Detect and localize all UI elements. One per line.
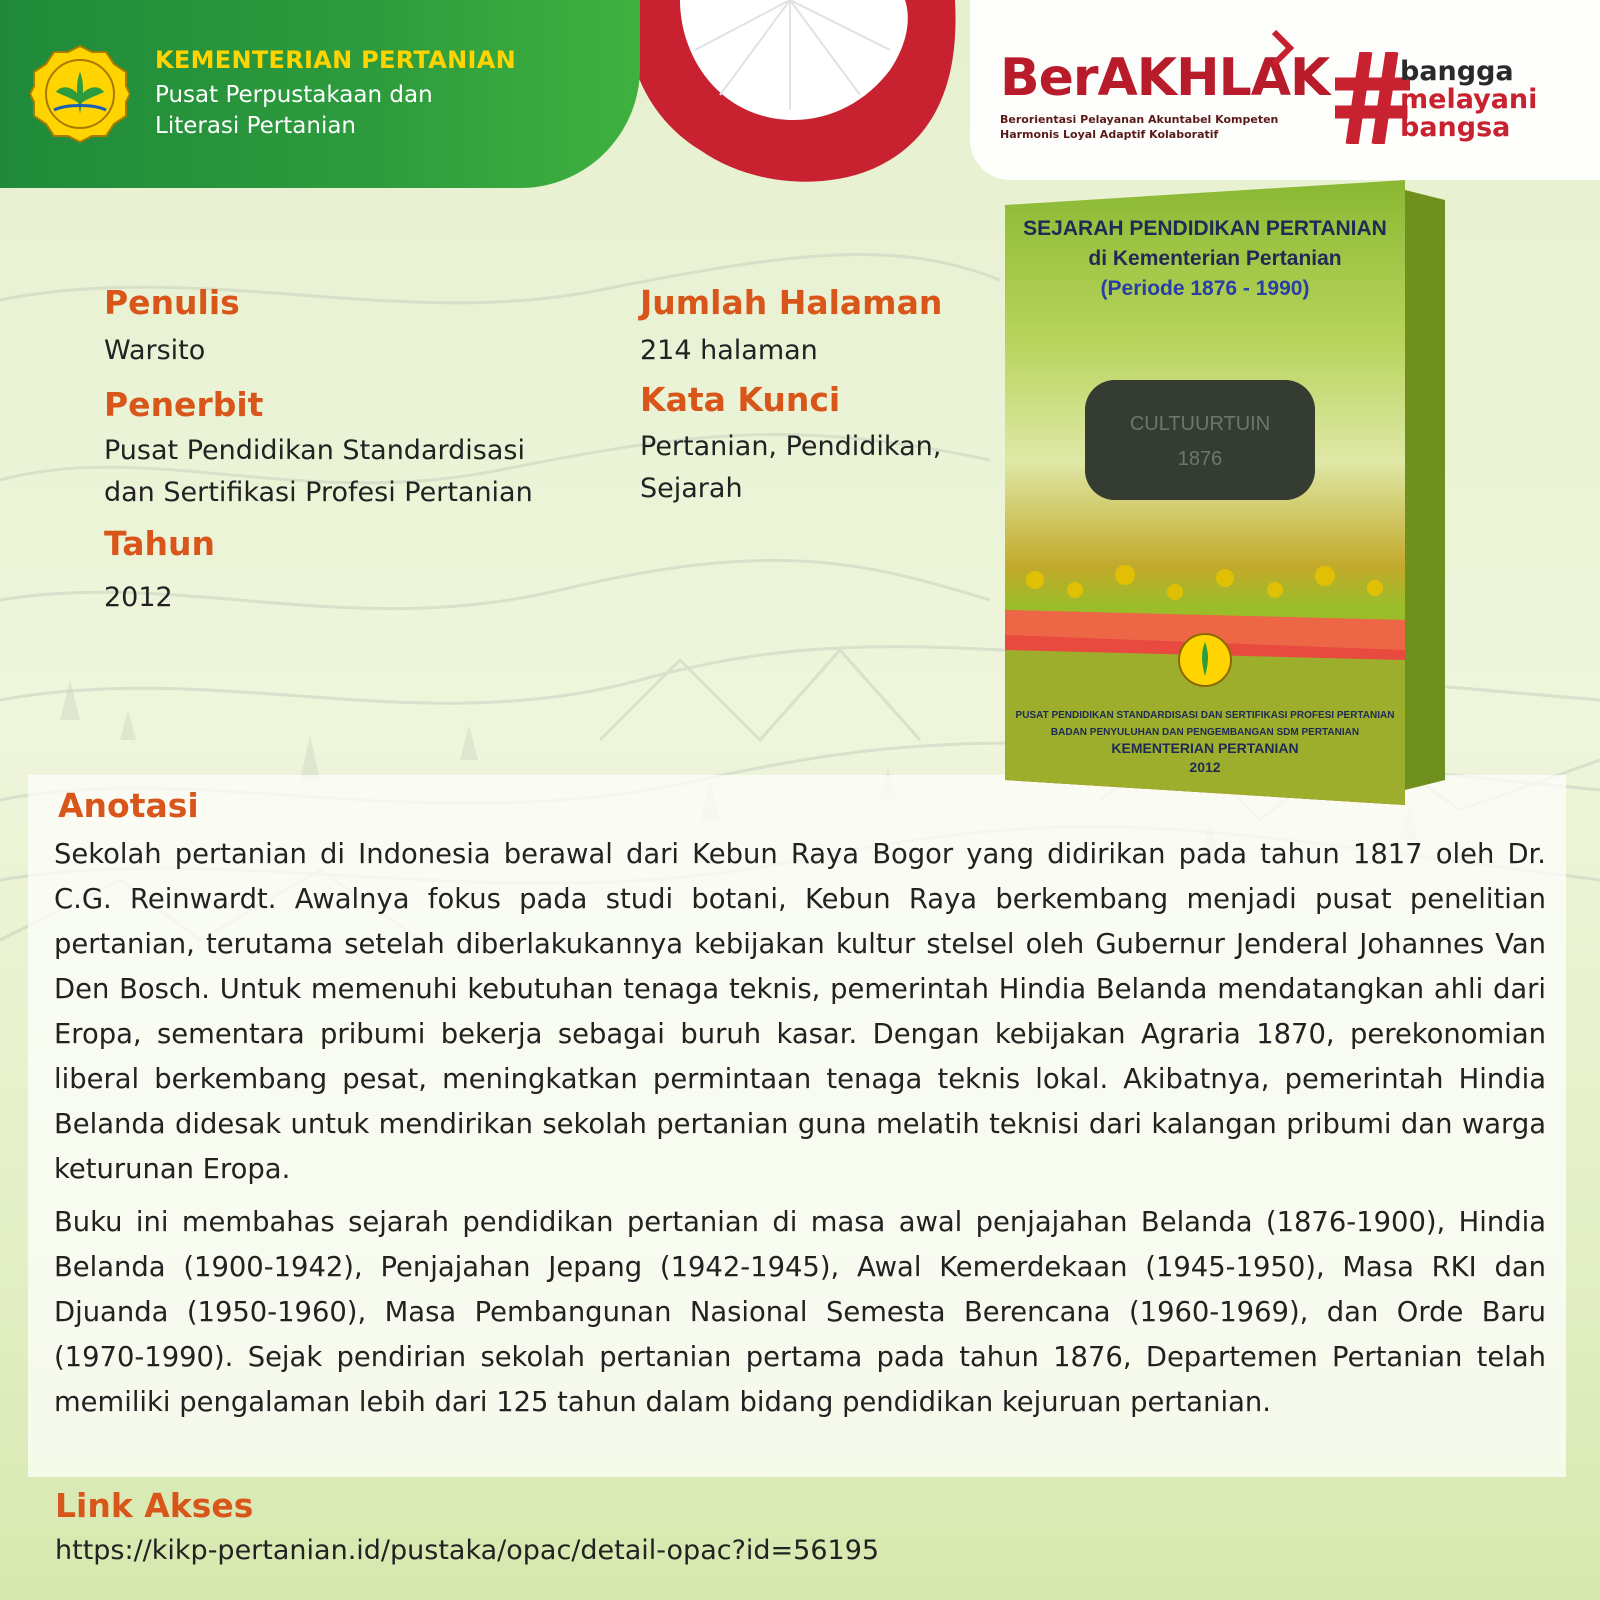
cover-title-line1: SEJARAH PENDIDIKAN PERTANIAN: [1023, 217, 1387, 240]
penerbit-value-line2: dan Sertifikasi Profesi Pertanian: [104, 477, 533, 508]
chevron-right-icon: [1268, 28, 1298, 68]
cover-publisher-line3: KEMENTERIAN PERTANIAN: [1111, 740, 1299, 756]
kata-kunci-value: [640, 426, 941, 510]
kata-kunci-value-line1: Pertanian, Pendidikan,: [640, 431, 942, 462]
cover-year: 2012: [1189, 759, 1221, 775]
berakhlak-wordmark: BerAKHLAK: [1000, 48, 1330, 108]
cover-title-line2: di Kementerian Pertanian: [1088, 247, 1342, 270]
book-cover-image: [1005, 180, 1455, 815]
penerbit-value-line1: Pusat Pendidikan Standardisasi: [104, 435, 525, 466]
link-akses-title: Link Akses: [55, 1486, 254, 1525]
jumlah-halaman-label: Jumlah Halaman: [640, 283, 943, 322]
cover-stone-text1: CULTUURTUIN: [1129, 413, 1271, 435]
anotasi-paragraph-1: Sekolah pertanian di Indonesia berawal dari Kebun Raya Bogor yang didirikan pada tahun 1817 oleh Dr. C.G. Reinwardt. Awalnya fokus pada studi botani, Kebun Raya berkembang menjadi pusat penelitian pertanian, terutama setelah diberlakukannya kebijakan kultur stelsel oleh Gubernur Jenderal Johannes Van Den Bosch. Untuk memenuhi kebutuhan tenaga teknis, pemerintah Hindia Belanda mendatangkan ahli dari Eropa, sementara pribumi bekerja sebagai buruh kasar. Dengan kebijakan Agraria 1870, perekonomian liberal berkembang pesat, meningkatkan permintaan tenaga teknis lokal. Akibatnya, pemerintah Hindia Belanda didesak untuk mendirikan sekolah pertanian guna melatih teknisi dari kalangan pribumi dan warga keturunan Eropa.: [54, 839, 1546, 1185]
org-subtitle-line1: Pusat Perpustakaan dan: [155, 82, 433, 108]
berakhlak-description: [1000, 112, 1329, 142]
anotasi-title: Anotasi: [58, 786, 199, 825]
jumlah-halaman-value: 214 halaman: [640, 335, 818, 366]
tahun-label: Tahun: [104, 524, 216, 563]
anotasi-body: [54, 832, 1546, 1433]
org-title: KEMENTERIAN PERTANIAN: [155, 46, 516, 74]
penulis-value: Warsito: [104, 335, 206, 366]
cover-publisher-line2: BADAN PENYULUHAN DAN PENGEMBANGAN SDM PERTANIAN: [1050, 727, 1360, 738]
kata-kunci-label: Kata Kunci: [640, 380, 841, 419]
berakhlak-desc-line2: Harmonis Loyal Adaptif Kolaboratif: [1000, 128, 1219, 141]
hashtag-icon: [1335, 52, 1410, 144]
org-subtitle-line2: Literasi Pertanian: [155, 113, 357, 139]
hashtag-line3: bangsa: [1400, 112, 1511, 143]
cover-stone-text2: 1876: [1177, 448, 1223, 470]
decorative-ornament: [610, 0, 990, 200]
org-subtitle: [155, 80, 433, 142]
anotasi-paragraph-2: Buku ini membahas sejarah pendidikan pertanian di masa awal penjajahan Belanda (1876-1900), Hindia Belanda (1900-1942), Penjajahan Jepang (1942-1945), Awal Kemerdekaan (1945-1950), Masa RKI dan Djuanda (1950-1960), Masa Pembangunan Nasional Semesta Berencana (1960-1969), dan Orde Baru (1970-1990). Sejak pendirian sekolah pertanian pertama pada tahun 1876, Departemen Pertanian telah memiliki pengalaman lebih dari 125 tahun dalam bidang pendidikan kejuruan pertanian.: [54, 1207, 1546, 1418]
cover-title-line3: (Periode 1876 - 1990): [1100, 277, 1310, 300]
hashtag-line2: melayani: [1400, 84, 1538, 115]
link-akses-url[interactable]: https://kikp-pertanian.id/pustaka/opac/detail-opac?id=56195: [55, 1535, 880, 1566]
penerbit-label: Penerbit: [104, 385, 264, 424]
hashtag-line1: bangga: [1400, 56, 1514, 87]
kata-kunci-value-line2: Sejarah: [640, 473, 743, 504]
cover-publisher-line1: PUSAT PENDIDIKAN STANDARDISASI DAN SERTIFIKASI PROFESI PERTANIAN: [1015, 710, 1395, 721]
tahun-value: 2012: [104, 582, 173, 613]
hashtag-text: [1400, 58, 1537, 142]
penulis-label: Penulis: [104, 283, 240, 322]
penerbit-value: [104, 430, 533, 514]
berakhlak-desc-line1: Berorientasi Pelayanan Akuntabel Kompeten: [1000, 113, 1279, 126]
ministry-logo-icon: [30, 44, 130, 144]
header-banner: [0, 0, 640, 188]
